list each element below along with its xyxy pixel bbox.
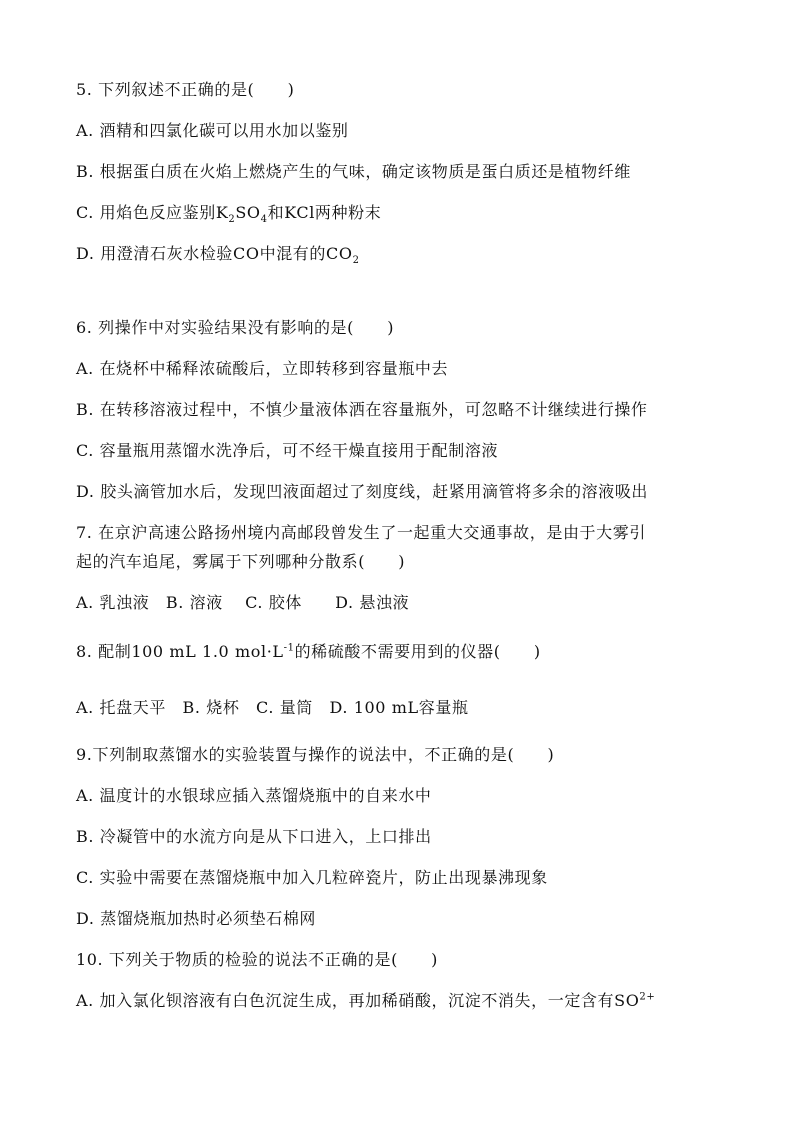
question-7-options: A. 乳浊液 B. 溶液 C. 胶体 D. 悬浊液 (76, 593, 410, 612)
superscript-charge: 2+ (639, 991, 656, 1003)
question-6-option-a: A. 在烧杯中稀释浓硫酸后，立即转移到容量瓶中去 (76, 359, 449, 378)
question-8-options: A. 托盘天平 B. 烧杯 C. 量筒 D. 100 mL容量瓶 (76, 698, 469, 717)
question-7-stem-line-2: 起的汽车追尾，雾属于下列哪种分散系( ) (76, 552, 406, 571)
question-6-stem: 6. 列操作中对实验结果没有影响的是( ) (76, 318, 395, 337)
question-5-option-d (76, 243, 360, 265)
question-8-stem (76, 641, 541, 663)
option-c-text-post: 和KCl两种粉末 (267, 203, 382, 222)
subscript-2: 2 (228, 214, 236, 226)
question-6-option-c: C. 容量瓶用蒸馏水洗净后，可不经干燥直接用于配制溶液 (76, 441, 499, 460)
question-10-option-a-text: A. 加入氯化钡溶液有白色沉淀生成，再加稀硝酸，沉淀不消失，一定含有SO (76, 991, 640, 1010)
question-9-option-b: B. 冷凝管中的水流方向是从下口进入，上口排出 (76, 827, 432, 846)
option-d-text: D. 用澄清石灰水检验CO中混有的CO (76, 244, 353, 263)
question-6-option-d: D. 胶头滴管加水后，发现凹液面超过了刻度线，赶紧用滴管将多余的溶液吸出 (76, 482, 649, 501)
question-5-stem: 5. 下列叙述不正确的是( ) (76, 80, 295, 99)
question-7-stem-line-1: 7. 在京沪高速公路扬州境内高邮段曾发生了一起重大交通事故，是由于大雾引 (76, 523, 646, 542)
superscript-minus-1: -1 (283, 642, 295, 654)
question-8-stem-pre: 8. 配制100 mL 1.0 mol·L (76, 642, 284, 661)
question-9-option-c: C. 实验中需要在蒸馏烧瓶中加入几粒碎瓷片，防止出现暴沸现象 (76, 868, 548, 887)
question-9-stem: 9.下列制取蒸馏水的实验装置与操作的说法中，不正确的是( ) (76, 745, 555, 764)
option-c-text-mid: SO (235, 203, 261, 222)
option-c-text-pre: C. 用焰色反应鉴别K (76, 203, 229, 222)
subscript-4: 4 (260, 214, 268, 226)
question-9-option-a: A. 温度计的水银球应插入蒸馏烧瓶中的自来水中 (76, 786, 432, 805)
question-8-stem-post: 的稀硫酸不需要用到的仪器( ) (294, 642, 541, 661)
question-9-option-d: D. 蒸馏烧瓶加热时必须垫石棉网 (76, 909, 317, 928)
subscript-2: 2 (352, 255, 360, 267)
question-10-stem: 10. 下列关于物质的检验的说法不正确的是( ) (76, 950, 439, 969)
question-5-option-b: B. 根据蛋白质在火焰上燃烧产生的气味，确定该物质是蛋白质还是植物纤维 (76, 162, 631, 181)
question-5-option-a: A. 酒精和四氯化碳可以用水加以鉴别 (76, 121, 349, 140)
question-6-option-b: B. 在转移溶液过程中，不慎少量液体洒在容量瓶外，可忽略不计继续进行操作 (76, 400, 648, 419)
question-10-option-a (76, 990, 655, 1012)
question-5-option-c (76, 202, 381, 224)
